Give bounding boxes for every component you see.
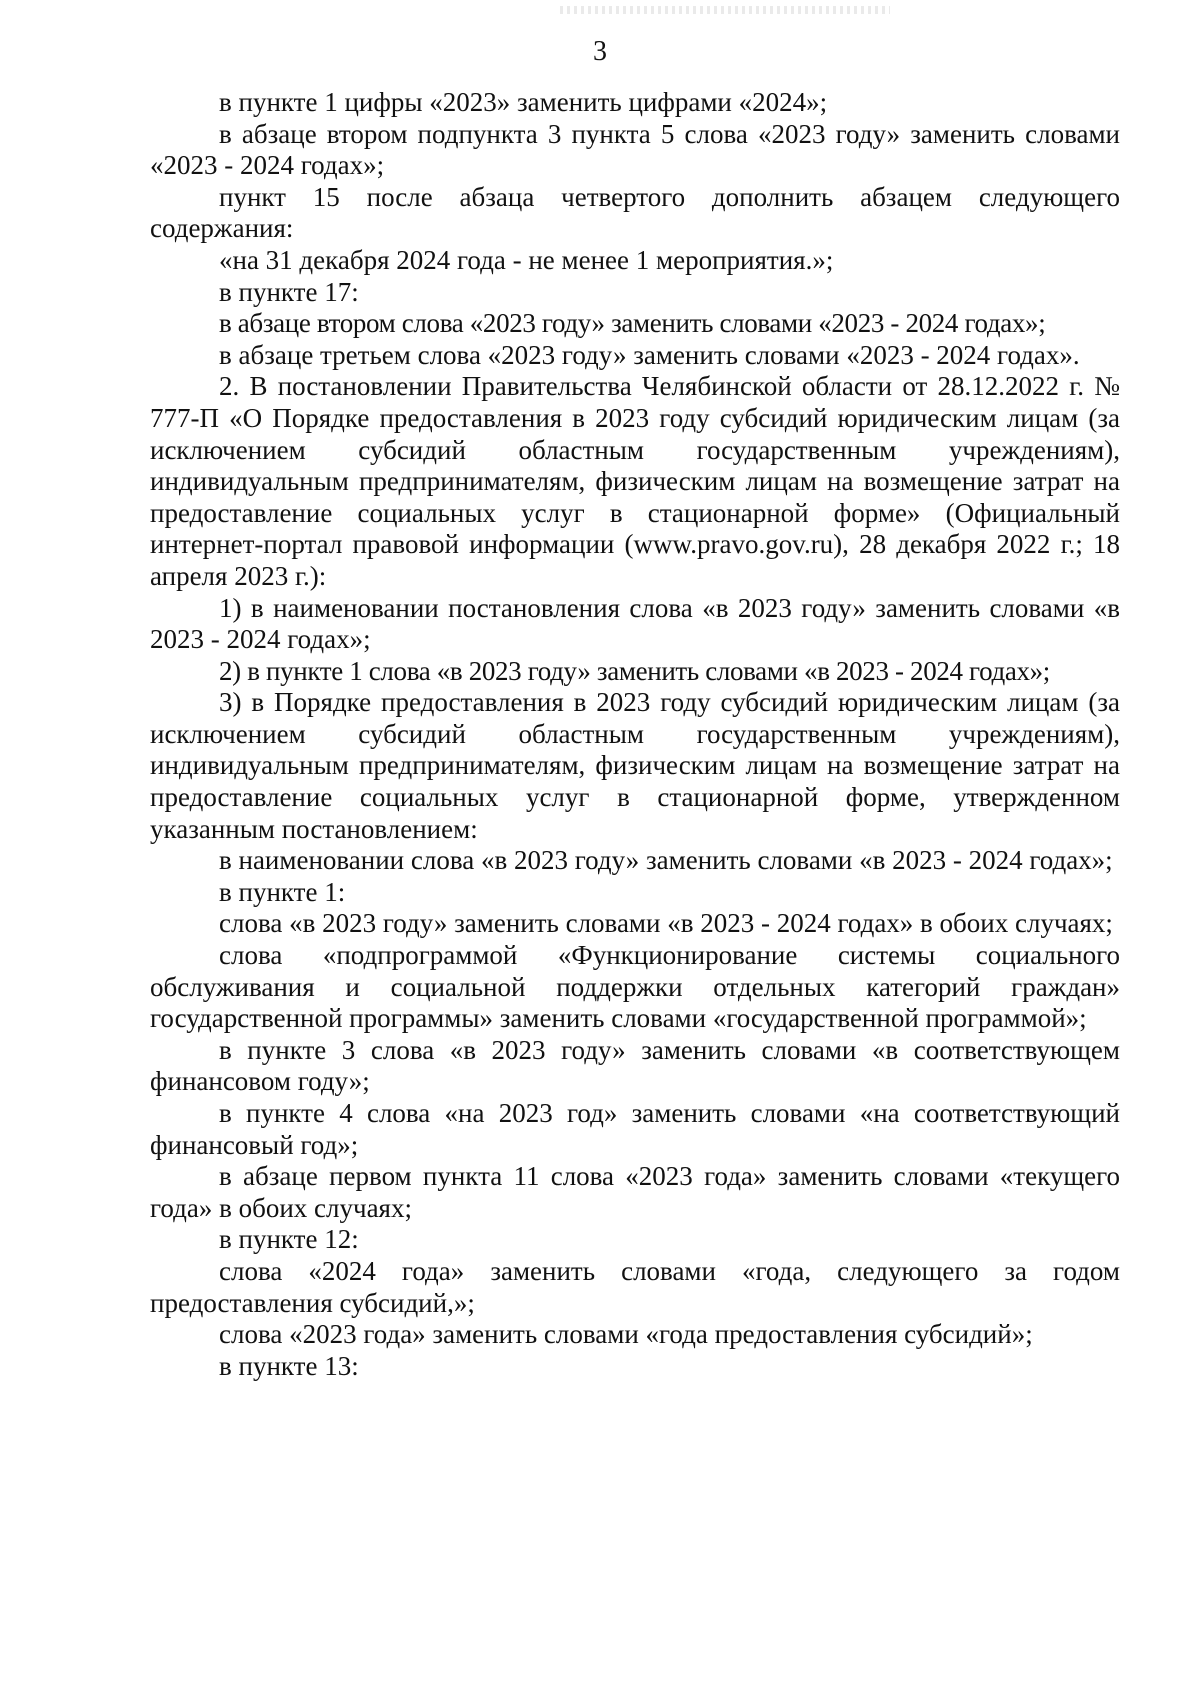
paragraph: слова «2024 года» заменить словами «года, следующего за годом предоставления субсидий,»; — [150, 1255, 1120, 1318]
paragraph: «на 31 декабря 2024 года - не менее 1 мероприятия.»; — [219, 244, 834, 275]
scan-artifact — [560, 6, 890, 14]
paragraph: в пункте 4 слова «на 2023 год» заменить словами «на соответствующий финансовый год»; — [150, 1098, 1120, 1160]
document-body — [150, 87, 1120, 1382]
paragraph: в пункте 13: — [219, 1350, 359, 1381]
paragraph: 1) в наименовании постановления слова «в 2023 году» заменить словами «в 2023 - 2024 годах»; — [150, 592, 1120, 655]
paragraph: в абзаце втором слова «2023 году» заменить словами «2023 - 2024 годах»; — [219, 308, 1046, 339]
paragraph: слова «2023 года» заменить словами «года предоставления субсидий»; — [219, 1319, 1033, 1350]
paragraph: в пункте 17: — [219, 276, 359, 307]
paragraph: в пункте 3 слова «в 2023 году» заменить словами «в соответствующем финансовом году»; — [150, 1034, 1120, 1097]
paragraph: в пункте 12: — [219, 1224, 359, 1255]
paragraph: слова «в 2023 году» заменить словами «в 2023 - 2024 годах» в обоих случаях; — [219, 908, 1113, 939]
paragraph: в пункте 1: — [219, 876, 346, 907]
paragraph: 2) в пункте 1 слова «в 2023 году» заменить словами «в 2023 - 2024 годах»; — [219, 655, 1050, 686]
paragraph: в абзаце третьем слова «2023 году» заменить словами «2023 - 2024 годах». — [219, 339, 1080, 370]
paragraph: 2. В постановлении Правительства Челябинской области от 28.12.2022 г. № 777-П «О Порядке предоставления в 2023 году субсидий юридическим лицам (за исключением субсидий областным государственным учреждениям), индивидуальным предпринимателям, физическим лицам на возмещение затрат на предоставление социальных услуг в стационарной форме» (Официальный интернет-портал правовой информации (www.pravo.gov.ru), 28 декабря 2022 г.; 18 апреля 2023 г.): — [150, 371, 1120, 591]
paragraph: в наименовании слова «в 2023 году» заменить словами «в 2023 - 2024 годах»; — [219, 845, 1113, 876]
paragraph: слова «подпрограммой «Функционирование системы социального обслуживания и социальной поддержки отдельных категорий граждан» государственной программы» заменить словами «государственной программой»; — [150, 940, 1120, 1034]
paragraph: 3) в Порядке предоставления в 2023 году субсидий юридическим лицам (за исключением субсидий областным государственным учреждениям), индивидуальным предпринимателям, физическим лицам на возмещение затрат на предоставление социальных услуг в стационарной форме, утвержденном указанным постановлением: — [150, 687, 1120, 844]
paragraph: в абзаце втором подпункта 3 пункта 5 слова «2023 году» заменить словами «2023 - 2024 годах»; — [150, 118, 1120, 181]
paragraph: в пункте 1 цифры «2023» заменить цифрами «2024»; — [219, 87, 828, 117]
paragraph: в абзаце первом пункта 11 слова «2023 года» заменить словами «текущего года» в обоих случаях; — [150, 1161, 1120, 1223]
page-number: 3 — [593, 36, 607, 67]
paragraph: пункт 15 после абзаца четвертого дополнить абзацем следующего содержания: — [150, 181, 1120, 244]
